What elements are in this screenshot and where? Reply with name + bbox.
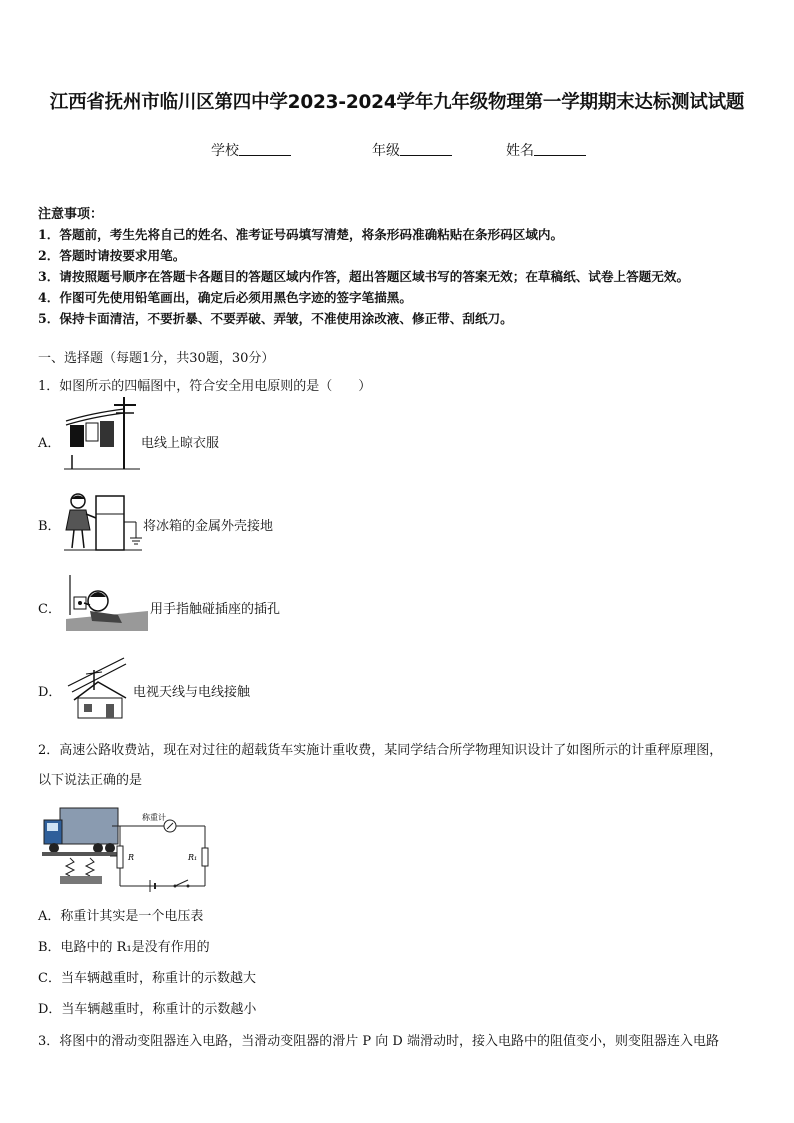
q1-option-a-letter: A． [38, 436, 61, 451]
refrigerator-grounded-image [64, 492, 142, 554]
school-field [211, 140, 291, 160]
q2-option-a: A．称重计其实是一个电压表 [38, 909, 204, 924]
q1-option-d-letter: D． [38, 685, 62, 700]
page-title: 江西省抚州市临川区第四中学2023-2024学年九年级物理第一学期期末达标测试试题 [49, 92, 745, 113]
q2-weighing-circuit-diagram [40, 800, 212, 892]
note-item: 3．请按照题号顺序在答题卡各题目的答题区域内作答，超出答题区域书写的答案无效；在草稿纸、试卷上答题无效。 [38, 269, 690, 284]
name-label: 姓名 [506, 143, 534, 159]
grade-label: 年级 [372, 143, 400, 159]
q1-stem: 1．如图所示的四幅图中，符合安全用电原则的是（ ） [38, 379, 372, 394]
q1-option-c-letter: C． [38, 602, 61, 617]
note-item: 5．保持卡面清洁，不要折暴、不要弄破、弄皱，不准使用涂改液、修正带、刮纸刀。 [38, 311, 513, 326]
school-blank [239, 141, 291, 156]
note-item: 4．作图可先使用铅笔画出，确定后必须用黑色字迹的签字笔描黑。 [38, 290, 412, 305]
q1-option-c-text: 用手指触碰插座的插孔 [150, 602, 281, 617]
q1-option-b-letter: B． [38, 519, 61, 534]
section-heading: 一、选择题（每题1分，共30题，30分） [38, 351, 275, 366]
grade-blank [400, 141, 452, 156]
note-item: 2．答题时请按要求用笔。 [38, 248, 186, 263]
q2-option-d: D．当车辆越重时，称重计的示数越小 [38, 1002, 257, 1017]
r-label: R [128, 853, 135, 862]
q1-option-b-text: 将冰箱的金属外壳接地 [143, 519, 274, 534]
name-blank [534, 141, 586, 156]
q2-option-c: C．当车辆越重时，称重计的示数越大 [38, 971, 256, 986]
notes-heading: 注意事项： [38, 207, 104, 222]
clothesline-on-wire-image [62, 395, 142, 471]
child-touching-socket-image [64, 575, 150, 633]
school-label: 学校 [211, 143, 239, 159]
q2-stem-line-2: 以下说法正确的是 [38, 773, 143, 788]
antenna-touching-wire-image [64, 656, 134, 720]
r1-label: R₁ [188, 853, 198, 862]
q2-stem-line-1: 2．高速公路收费站，现在对过往的超载货车实施计重收费，某同学结合所学物理知识设计了如图所示的计重秤原理图， [38, 743, 723, 758]
name-field [506, 140, 586, 160]
q2-option-b: B．电路中的 R₁是没有作用的 [38, 940, 210, 955]
note-item: 1．答题前，考生先将自己的姓名、准考证号码填写清楚，将条形码准确粘贴在条形码区域内。 [38, 227, 564, 242]
meter-label: 称重计 [142, 813, 166, 822]
q1-option-a-text: 电线上晾衣服 [141, 436, 220, 451]
grade-field [372, 140, 452, 160]
q1-option-d-text: 电视天线与电线接触 [133, 685, 251, 700]
q3-stem: 3．将图中的滑动变阻器连入电路，当滑动变阻器的滑片 P 向 D 端滑动时，接入电路中的阻值变小，则变阻器连入电路 [38, 1034, 719, 1049]
